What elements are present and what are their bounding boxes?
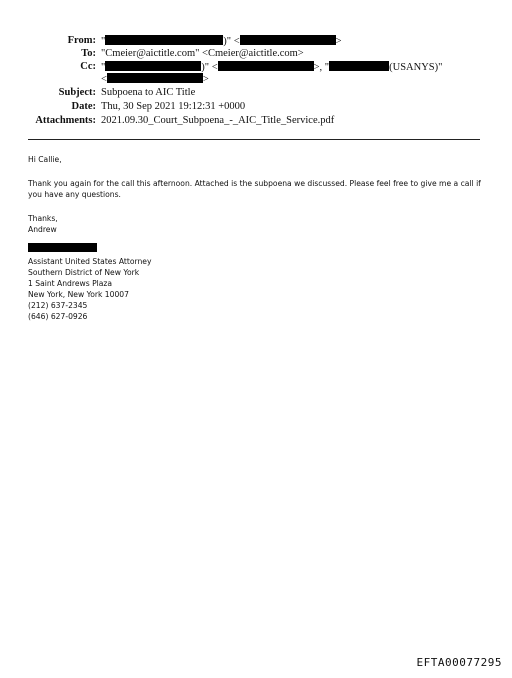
to-label: To: — [81, 48, 96, 59]
signature-title: Assistant United States Attorney — [28, 257, 152, 266]
redaction-block — [105, 61, 201, 71]
header-divider — [28, 139, 480, 140]
from-value: " )" < > — [101, 36, 342, 47]
to-value: "Cmeier@aictitle.com" <Cmeier@aictitle.com> — [101, 48, 304, 59]
redaction-block — [105, 35, 223, 45]
cc-value-continued: < > — [101, 74, 209, 85]
attachments-label: Attachments: — [35, 115, 96, 126]
from-label: From: — [67, 35, 96, 46]
date-value: Thu, 30 Sep 2021 19:12:31 +0000 — [101, 101, 246, 112]
signature-address-2: New York, New York 10007 — [28, 290, 129, 299]
cc-value: " )" < >, " (USANYS)" — [101, 62, 443, 73]
redaction-block — [107, 73, 203, 83]
attachments-value: 2021.09.30_Court_Subpoena_-_AIC_Title_Service.pdf — [101, 115, 335, 126]
signature-address-1: 1 Saint Andrews Plaza — [28, 279, 113, 288]
sender-first-name: Andrew — [28, 225, 57, 234]
signature-office: Southern District of New York — [28, 268, 140, 277]
bates-number: EFTA00077295 — [416, 656, 502, 669]
signoff: Thanks, — [28, 214, 58, 223]
date-label: Date: — [71, 101, 96, 112]
signature-phone-2: (646) 627-0926 — [28, 312, 88, 321]
redaction-block — [240, 35, 336, 45]
subject-label: Subject: — [58, 87, 96, 98]
message-line-2: you have any questions. — [28, 190, 121, 199]
redaction-block — [28, 243, 97, 252]
subject-value: Subpoena to AIC Title — [101, 87, 196, 98]
message-line-1: Thank you again for the call this afternoon. Attached is the subpoena we discussed. Please feel free to give me a call if — [28, 179, 481, 188]
redaction-block — [218, 61, 314, 71]
greeting: Hi Callie, — [28, 155, 62, 164]
signature-phone-1: (212) 637-2345 — [28, 301, 88, 310]
cc-label: Cc: — [80, 61, 96, 72]
redaction-block — [329, 61, 389, 71]
